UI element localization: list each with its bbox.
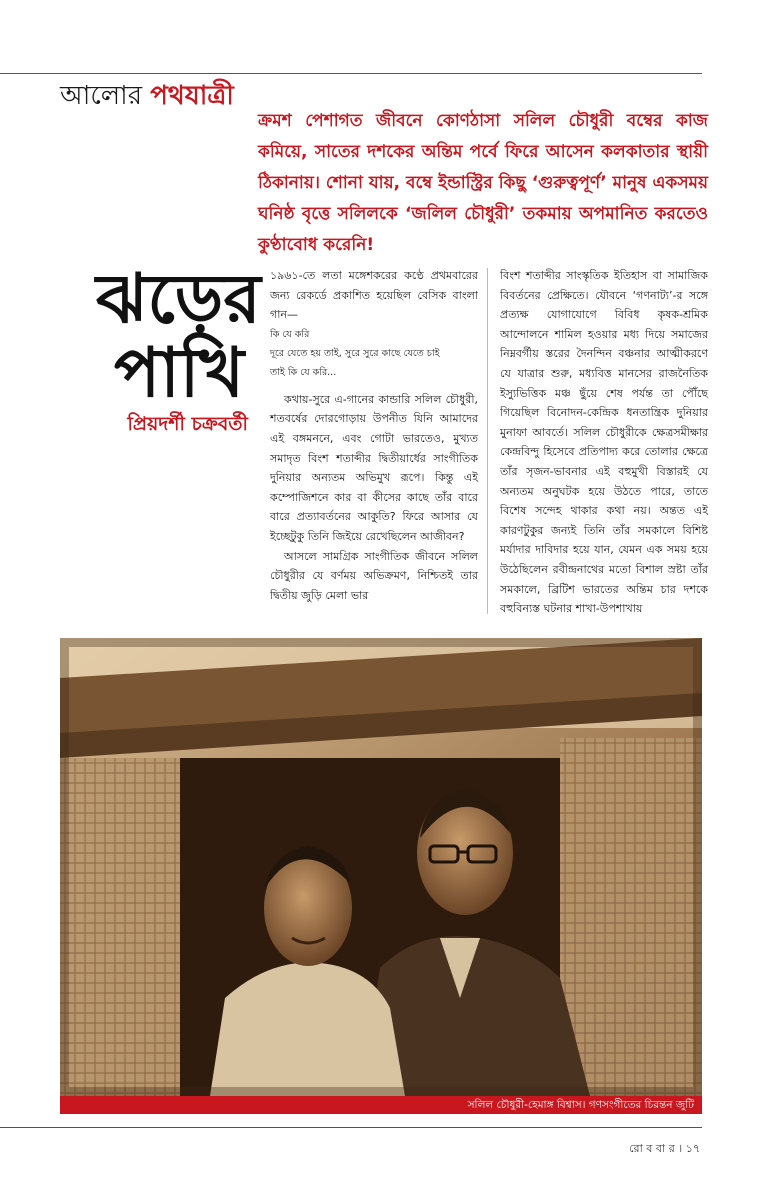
column-separator	[487, 268, 488, 614]
sepia-photo-illustration	[60, 638, 702, 1096]
col1-paragraph-3: আসলে সামগ্রিক সাংগীতিক জীবনে সলিল চৌধুরীর যে বর্ণময় অভিক্রমণ, নিশ্চিতই তার দ্বিতীয় জুড়ি মেলা ভার	[270, 549, 478, 602]
text-column-2	[500, 266, 708, 619]
col1-paragraph-2: কথায়-সুরে এ-গানের কান্ডারি সলিল চৌধুরী, শতবর্ষের দোরগোড়ায় উপনীত যিনি আমাদের এই বঙ্গমননে, এবং গোটা ভারতেও, মুখ্যত সমাদৃত বিংশ শতাব্দীর দ্বিতীয়ার্ধের সাংগীতিক দুনিয়ার অন্যতম অভিমুখ রূপে। কিন্তু এই কম্পোজিশনে কার বা কীসের কাছে তাঁর বারে বারে প্রত্যাবর্তনের আকুতি? ফিরে আসার যে ইচ্ছেটুকু তিনি জিইয়ে রেখেছিলেন আজীবন?	[270, 392, 478, 543]
col2-paragraph-1: বিংশ শতাব্দীর সাংস্কৃতিক ইতিহাস বা সামাজিক বিবর্তনের প্রেক্ষিতে। যৌবনে ‘গণনাট্য’-র সঙ্গে প্রত্যক্ষ যোগাযোগে বিবিধ কৃষক-শ্রমিক আন্দোলনে শামিল হওয়ার মধ্য দিয়ে সমাজের নিম্নবর্গীয় স্তরের দৈনন্দিন বঞ্চনার আত্মীকরণে যে যাত্রার শুরু, মধ্যবিত্ত মানসের রাজনৈতিক ইস্যুভিত্তিক মঞ্চ ছুঁয়ে শেষ পর্যন্ত তা পৌঁছে গিয়েছিল বিনোদন-কেন্দ্রিক ধনতান্ত্রিক দুনিয়ার মুনাফা আবর্তে। সলিল চৌধুরীকে ক্ষেত্রসমীক্ষার কেন্দ্রবিন্দু হিসেবে প্রতিপাদ্য করে তোলার ক্ষেত্রে তাঁর সৃজন-ভাবনার এই বহুমুখী বিস্তারই যে অন্যতম অনুঘটক হয়ে উঠতে পারে, তাতে বিশেষ সন্দেহ থাকার কথা নয়। অন্তত এই কারণটুকুর জন্যই তিনি তাঁর সমকালে বিশিষ্ট মর্যাদার দাবিদার হয়ে যান, যেমন এক সময় হয়ে উঠেছিলেন রবীন্দ্রনাথের মতো বিশাল স্রষ্টা তাঁর সমকালে, ব্রিটিশ ভারতের অন্তিম চার দশকে বহুবিন্যস্ত ঘটনার শাখা-উপশাখায়	[500, 269, 708, 616]
lyric-line-2: দূরে যেতে হয় তাই, সুরে সুরে কাছে যেতে চাই	[270, 347, 440, 359]
col1-intro: ১৯৬১-তে লতা মঙ্গেশকরের কণ্ঠে প্রথমবারের জন্য রেকর্ডে প্রকাশিত হয়েছিল বেসিক বাংলা গান—	[270, 269, 478, 322]
lyric-line-3: তাই কি যে করি...	[270, 366, 337, 378]
section-header	[60, 80, 234, 112]
bottom-rule	[0, 1127, 702, 1128]
top-rule	[0, 73, 702, 74]
photo-caption: সলিল চৌধুরী-হেমাঙ্গ বিশ্বাস। গণসংগীতের চিরন্তন জুটি	[467, 1099, 694, 1111]
author-byline: প্রিয়দর্শী চক্রবর্তী	[127, 413, 248, 435]
page-folio: রো ব বা র । ১৭	[629, 1142, 700, 1155]
section-header-part1: আলোর	[60, 81, 151, 111]
text-column-1	[270, 266, 478, 605]
title-line-2: পাখি	[114, 333, 244, 413]
photo-caption-bar	[60, 1096, 702, 1114]
section-header-part2: পথযাত্রী	[150, 81, 234, 111]
pull-quote: ক্রমশ পেশাগত জীবনে কোণঠাসা সলিল চৌধুরী বম্বের কাজ কমিয়ে, সাতের দশকের অন্তিম পর্বে ফিরে আসেন কলকাতার স্থায়ী ঠিকানায়। শোনা যায়, বম্বে ইন্ডাস্ট্রির কিছু ‘গুরুত্বপূর্ণ’ মানুষ একসময় ঘনিষ্ঠ বৃত্তে সলিলকে ‘জলিল চৌধুরী’ তকমায় অপমানিত করতেও কুণ্ঠাবোধ করেনি!	[258, 111, 708, 255]
photo-salil-hemanga	[60, 638, 702, 1096]
lyric-line-1: কি যে করি	[270, 328, 310, 340]
title-line-1: ঝড়ের	[96, 259, 261, 339]
article-title	[96, 259, 261, 413]
